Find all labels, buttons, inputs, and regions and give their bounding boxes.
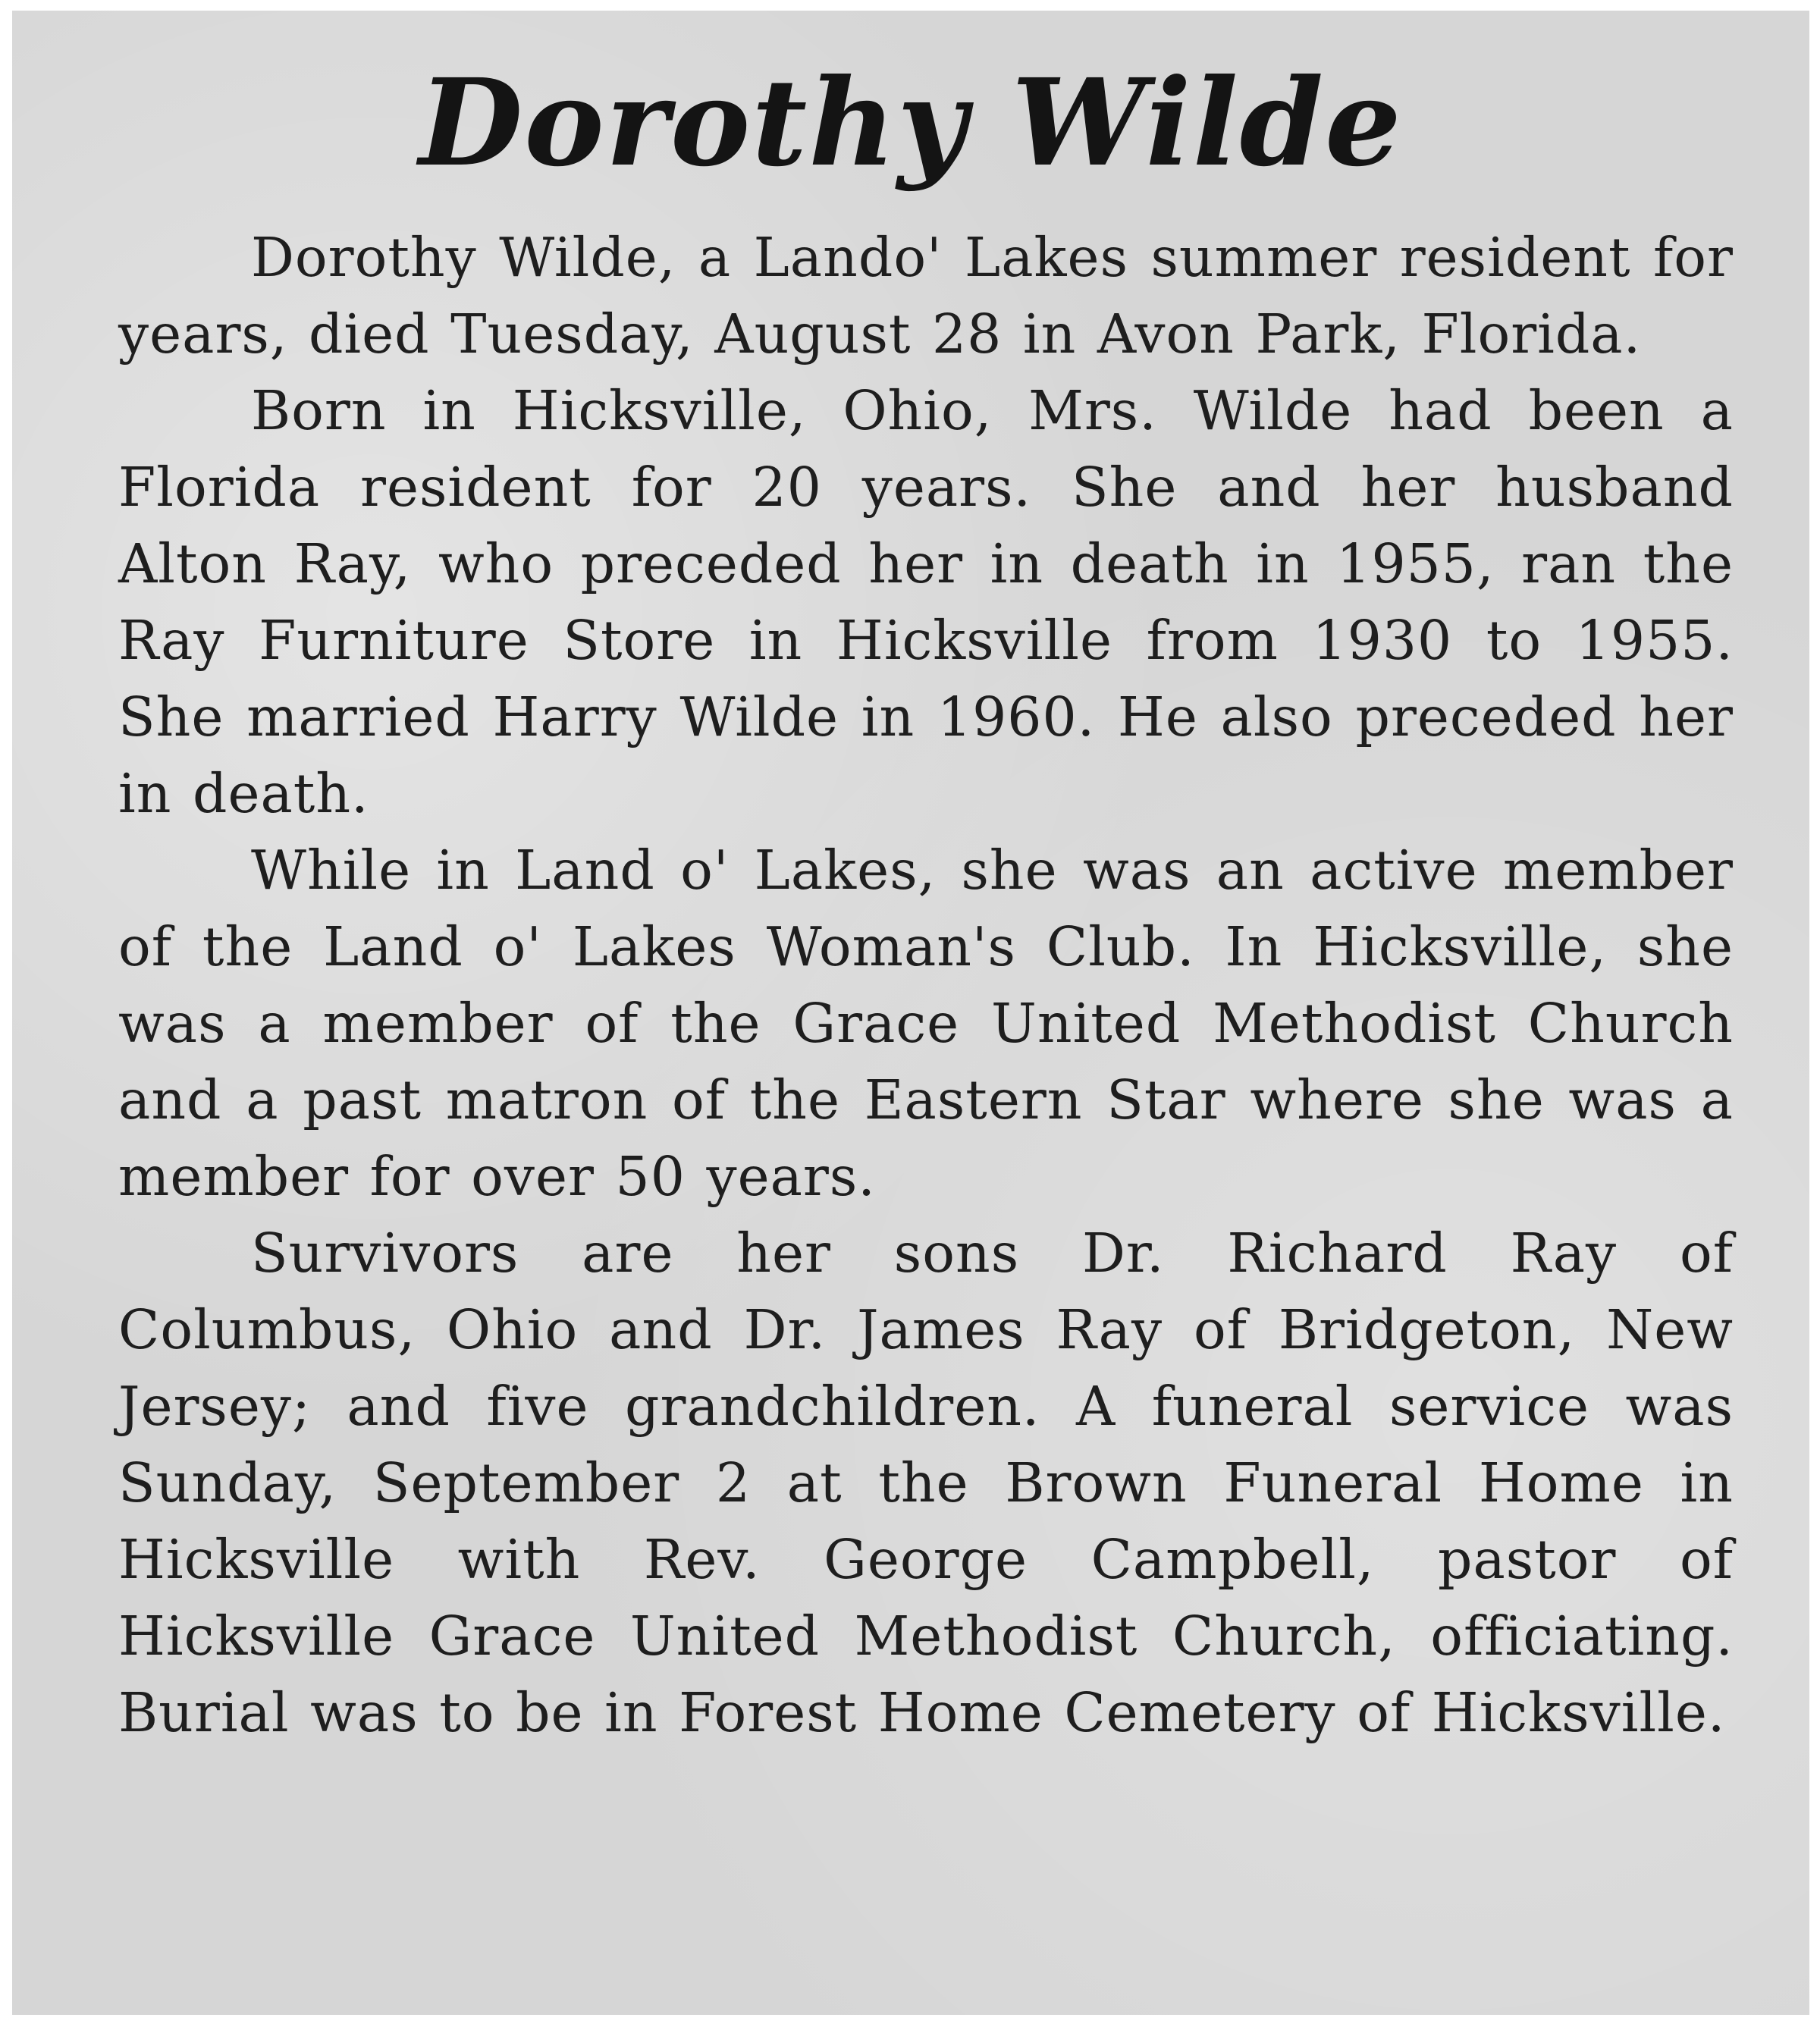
obituary-paragraph-death-notice: Dorothy Wilde, a Lando' Lakes summer resident for years, died Tuesday, August 28 in Avon Park, Florida. (118, 226, 1734, 366)
obituary-headline: Dorothy Wilde (419, 53, 1403, 193)
obituary-paragraph-memberships: While in Land o' Lakes, she was an active member of the Land o' Lakes Woman's Club. In Hicksville, she was a member of the Grace United Methodist Church and a past matron of the Eastern Star where she was a member for over 50 years. (118, 839, 1734, 1208)
obituary-paragraph-survivors-service: Survivors are her sons Dr. Richard Ray of Columbus, Ohio and Dr. James Ray of Bridgeton, New Jersey; and five grandchildren. A funeral service was Sunday, September 2 at the Brown Funeral Home in Hicksville with Rev. George Campbell, pastor of Hicksville Grace United Methodist Church, officiating. Burial was to be in Forest Home Cemetery of Hicksville. (118, 1222, 1734, 1744)
obituary-paragraph-biography: Born in Hicksville, Ohio, Mrs. Wilde had been a Florida resident for 20 years. She and her husband Alton Ray, who preceded her in death in 1955, ran the Ray Furniture Store in Hicksville from 1930 to 1955. She married Harry Wilde in 1960. He also preceded her in death. (118, 379, 1734, 825)
obituary-body (118, 219, 1734, 1751)
newspaper-clipping (12, 11, 1809, 2015)
